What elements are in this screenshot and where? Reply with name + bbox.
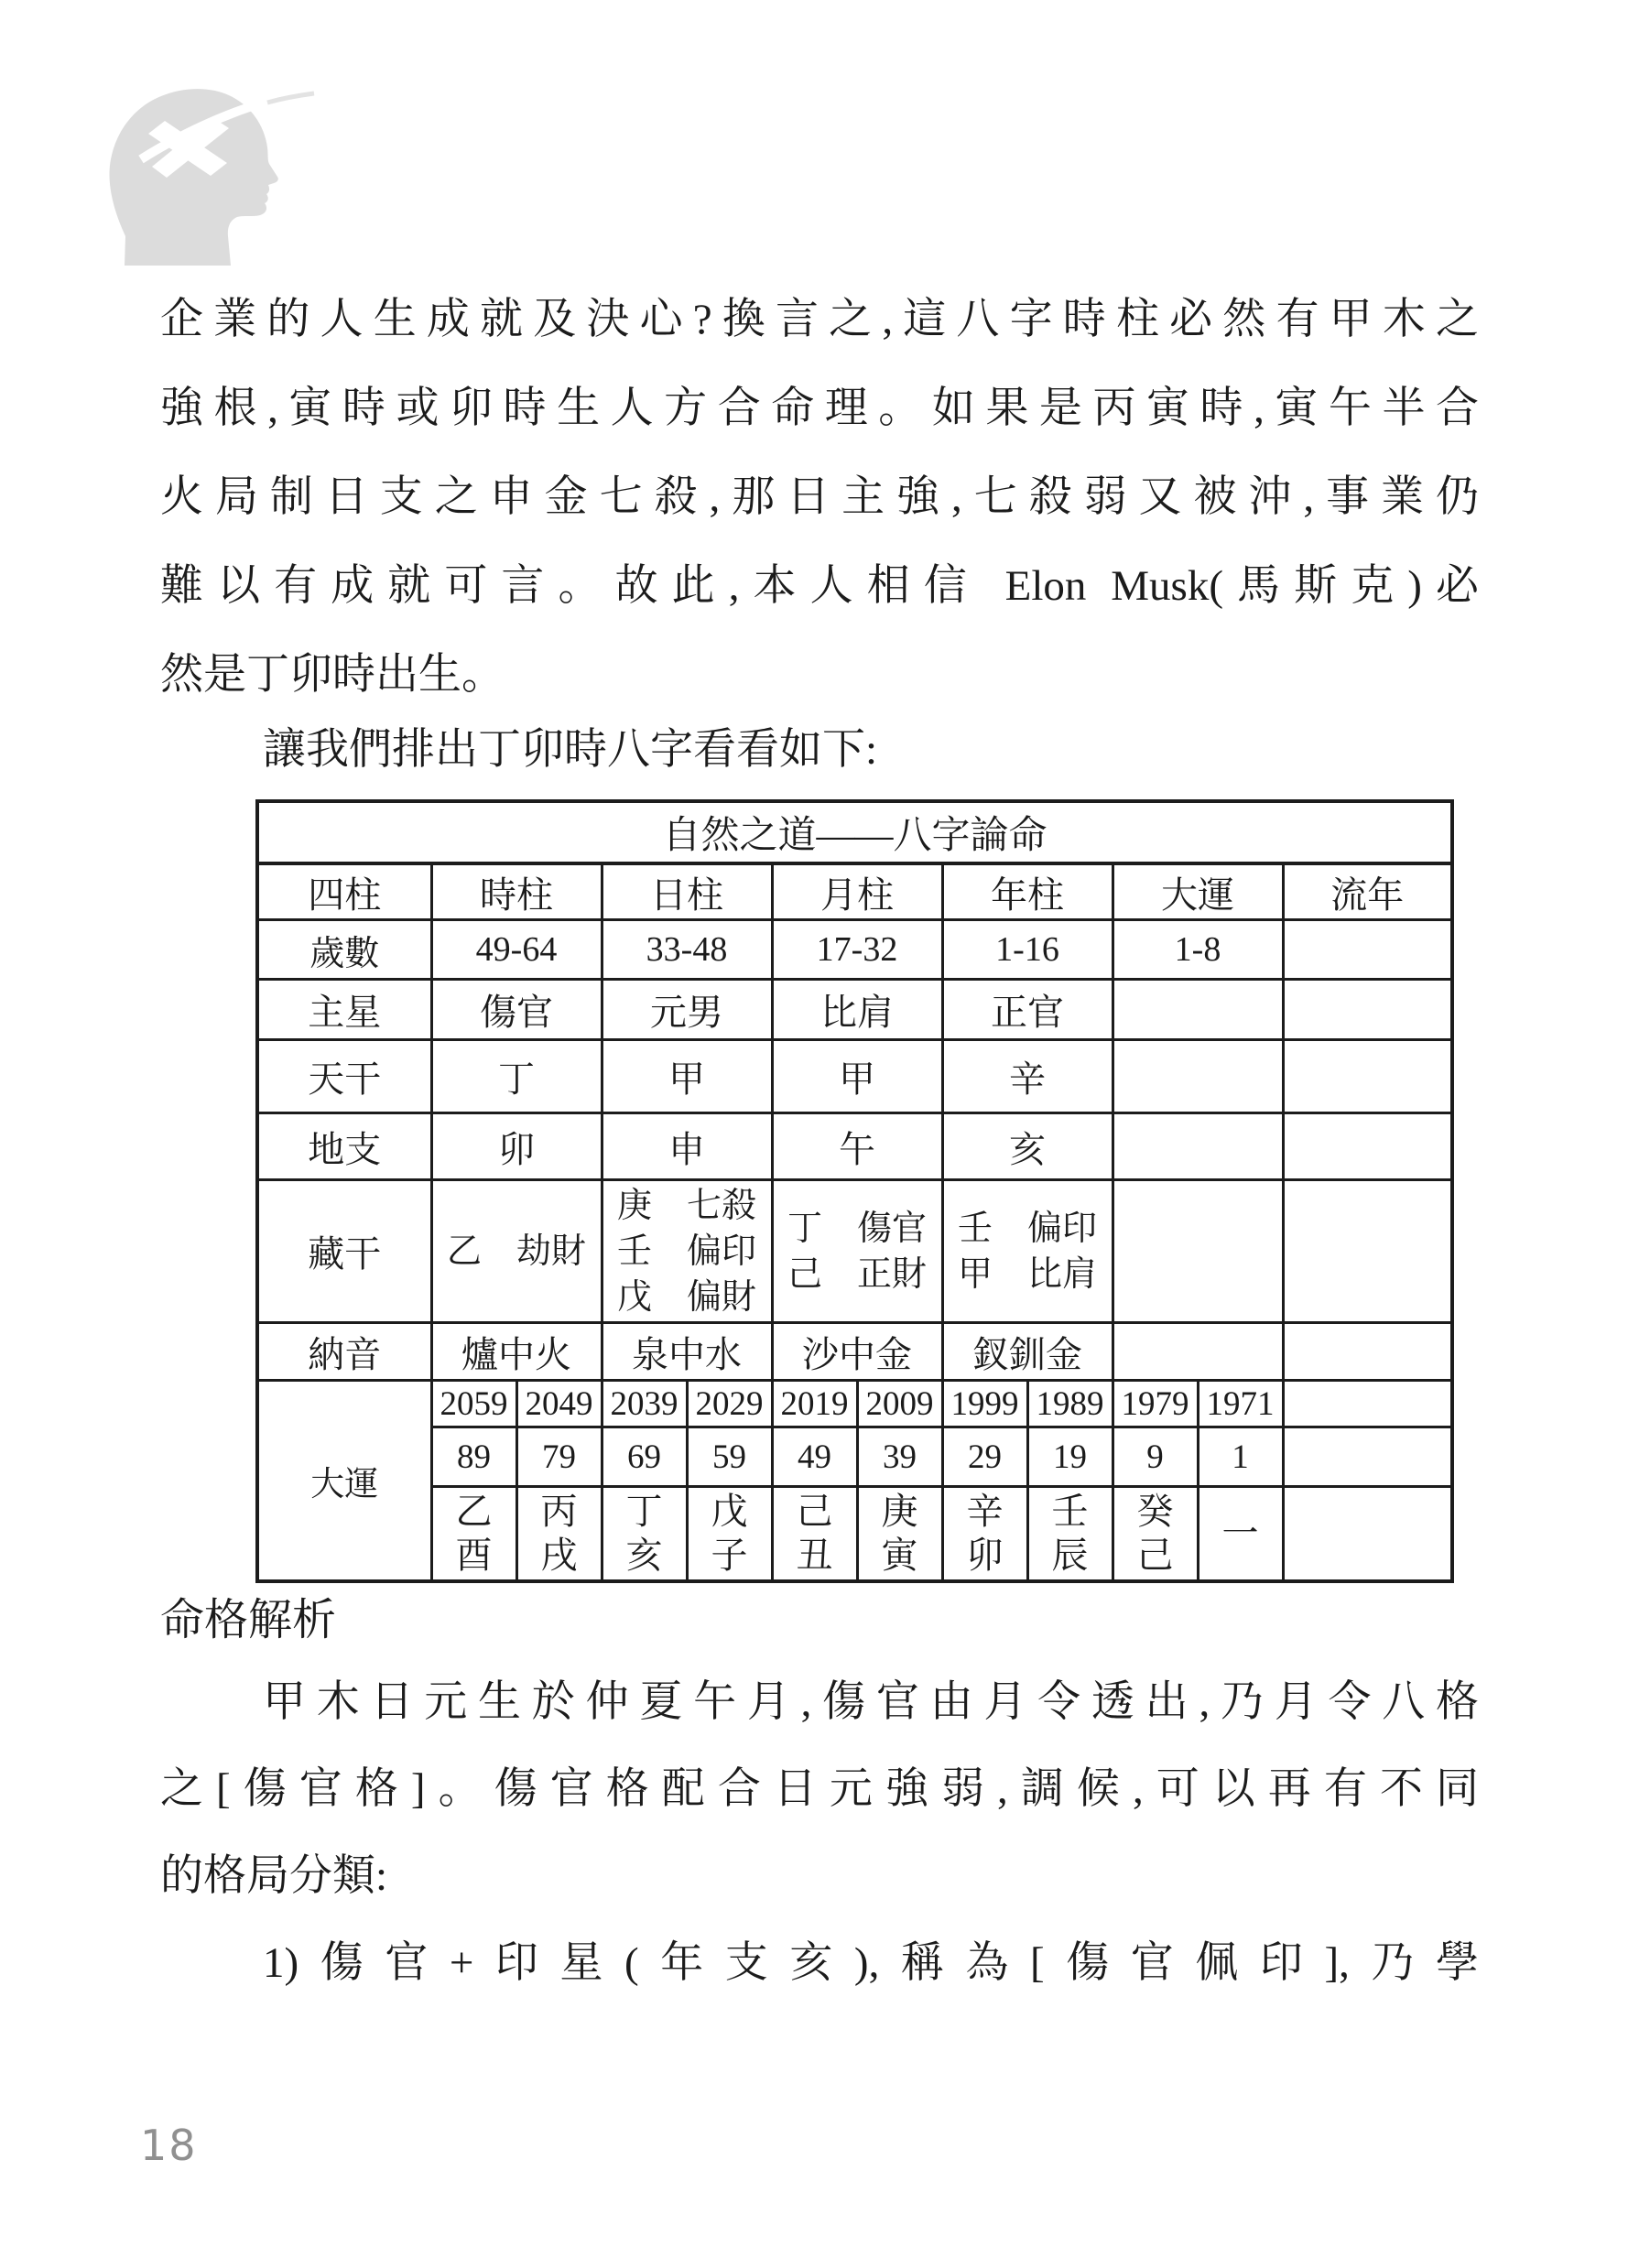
heavenly-stem-cell: 甲 [772,1040,942,1113]
nayin-cell: 釵釧金 [942,1323,1113,1381]
col-header-month-pillar: 月柱 [772,863,942,920]
x-head-profile-watermark [88,57,315,266]
luck-year-cell: 2019 [772,1381,857,1427]
luck-pillar-stem: 壬 [1051,1491,1089,1532]
luck-pillar-stem: 庚 [881,1491,918,1532]
paragraph-4 [160,1920,1479,2007]
paragraph-1 [160,276,1479,720]
hidden-stems-cell [942,1180,1113,1323]
hidden-stems-cell [772,1180,942,1323]
earthly-branch-cell: 亥 [942,1113,1113,1180]
nayin-cell: 爐中火 [431,1323,602,1381]
luck-pillar-cell [431,1487,516,1582]
luck-year-cell: 2059 [431,1381,516,1427]
luck-pillar-cell [602,1487,687,1582]
age-range-cell: 1-8 [1113,920,1283,980]
luck-year-cell: 1999 [942,1381,1027,1427]
luck-pillar-stem: 一 [1221,1513,1259,1554]
row-label-earthly-branch: 地支 [257,1113,431,1180]
body-line: 讓我們排出丁卯時八字看看如下: [263,726,878,774]
hidden-stems-cell [431,1180,602,1323]
luck-pillar-cell-empty [1283,1487,1452,1582]
paragraph-2 [160,706,1479,795]
luck-age-cell: 49 [772,1427,857,1487]
earthly-branch-cell: 午 [772,1113,942,1180]
luck-pillar-stem: 癸 [1136,1491,1174,1532]
luck-pillar-branch: 辰 [1051,1535,1089,1576]
main-star-cell-empty [1283,980,1452,1040]
luck-pillar-stem: 己 [796,1491,833,1532]
body-line: 火局制日支之申金七殺,那日主強,七殺弱又被沖,事業仍 [160,473,1479,521]
row-label-age: 歲數 [257,920,431,980]
row-label-heavenly-stem: 天干 [257,1040,431,1113]
age-range-cell: 17-32 [772,920,942,980]
col-header-day-pillar: 日柱 [602,863,772,920]
luck-year-cell: 2039 [602,1381,687,1427]
hidden-stem-line: 戊 偏財 [616,1277,756,1317]
hidden-stem-line: 己 正財 [787,1254,927,1294]
col-header-four-pillars: 四柱 [257,863,431,920]
heavenly-stem-cell: 辛 [942,1040,1113,1113]
luck-age-cell: 9 [1113,1427,1198,1487]
luck-year-cell: 1979 [1113,1381,1198,1427]
hidden-stem-line: 乙 劫財 [446,1232,586,1271]
luck-year-cell: 2049 [516,1381,602,1427]
body-line: 企業的人生成就及決心?換言之,這八字時柱必然有甲木之 [160,296,1479,343]
hidden-stem-line: 丁 傷官 [787,1209,927,1248]
luck-pillar-stem: 丁 [625,1491,663,1532]
body-line: 1)傷官+印星(年支亥),稱為[傷官佩印],乃學 [263,1939,1479,1987]
luck-pillar-cell [1198,1487,1283,1582]
luck-age-cell: 39 [857,1427,942,1487]
heavenly-stem-cell-empty [1283,1040,1452,1113]
col-header-luck-cycle: 大運 [1113,863,1283,920]
table-title: 自然之道——八字論命 [257,801,1452,863]
luck-year-cell-empty [1283,1381,1452,1427]
main-star-cell: 元男 [602,980,772,1040]
luck-pillar-branch: 酉 [455,1535,493,1576]
earthly-branch-cell-empty [1113,1113,1283,1180]
nayin-cell: 泉中水 [602,1323,772,1381]
luck-pillar-cell [857,1487,942,1582]
luck-year-cell: 1989 [1027,1381,1113,1427]
age-range-cell: 1-16 [942,920,1113,980]
heavenly-stem-cell-empty [1113,1040,1283,1113]
row-label-hidden-stems: 藏干 [257,1180,431,1323]
luck-pillar-branch: 己 [1136,1535,1174,1576]
main-star-cell: 正官 [942,980,1113,1040]
age-range-cell: 49-64 [431,920,602,980]
earthly-branch-cell: 卯 [431,1113,602,1180]
row-label-nayin: 納音 [257,1323,431,1381]
heavenly-stem-cell: 丁 [431,1040,602,1113]
earthly-branch-cell-empty [1283,1113,1452,1180]
luck-pillar-cell [1027,1487,1113,1582]
body-line: 強根,寅時或卯時生人方合命理。如果是丙寅時,寅午半合 [160,385,1479,432]
luck-age-cell-empty [1283,1427,1452,1487]
section-heading: 命格解析 [160,1596,337,1644]
body-line: 之[傷官格]。傷官格配合日元強弱,調候,可以再有不同 [160,1765,1479,1813]
hidden-stems-cell [602,1180,772,1323]
luck-age-cell: 69 [602,1427,687,1487]
luck-year-cell: 2009 [857,1381,942,1427]
heavenly-stem-cell: 甲 [602,1040,772,1113]
luck-pillar-cell [1113,1487,1198,1582]
luck-pillar-cell [942,1487,1027,1582]
nayin-cell-empty [1283,1323,1452,1381]
luck-pillar-cell [772,1487,857,1582]
luck-year-cell: 1971 [1198,1381,1283,1427]
body-line: 甲木日元生於仲夏午月,傷官由月令透出,乃月令八格 [263,1678,1479,1726]
hidden-stem-line: 壬 偏印 [957,1209,1097,1248]
age-range-cell: 33-48 [602,920,772,980]
luck-pillar-cell [516,1487,602,1582]
body-line: 然是丁卯時出生。 [160,651,505,699]
luck-pillar-branch: 亥 [625,1535,663,1576]
bazi-chart-table [255,799,1454,1583]
hidden-stem-line: 壬 偏印 [616,1232,756,1271]
row-label-main-star: 主星 [257,980,431,1040]
luck-age-cell: 29 [942,1427,1027,1487]
hidden-stem-line: 甲 比肩 [957,1254,1097,1294]
paragraph-3 [160,1659,1479,1920]
luck-age-cell: 79 [516,1427,602,1487]
luck-pillar-stem: 辛 [966,1491,1004,1532]
luck-age-cell: 89 [431,1427,516,1487]
luck-pillar-stem: 乙 [455,1491,493,1532]
nayin-cell: 沙中金 [772,1323,942,1381]
age-range-cell-empty [1283,920,1452,980]
luck-pillar-branch: 子 [711,1535,748,1576]
luck-pillar-cell [687,1487,772,1582]
luck-age-cell: 19 [1027,1427,1113,1487]
hidden-stem-line: 庚 七殺 [616,1186,756,1225]
body-line: 的格局分類: [160,1852,388,1900]
luck-age-cell: 1 [1198,1427,1283,1487]
earthly-branch-cell: 申 [602,1113,772,1180]
main-star-cell: 傷官 [431,980,602,1040]
luck-year-cell: 2029 [687,1381,772,1427]
body-line: 難以有成就可言。故此,本人相信 Elon Musk(馬斯克)必 [160,562,1479,610]
hidden-stems-cell-empty [1113,1180,1283,1323]
col-header-year-pillar: 年柱 [942,863,1113,920]
luck-pillar-branch: 丑 [796,1535,833,1576]
main-star-cell: 比肩 [772,980,942,1040]
luck-pillar-stem: 戊 [711,1491,748,1532]
page-number: 18 [140,2121,198,2170]
luck-pillar-branch: 卯 [966,1535,1004,1576]
nayin-cell-empty [1113,1323,1283,1381]
col-header-hour-pillar: 時柱 [431,863,602,920]
luck-age-cell: 59 [687,1427,772,1487]
luck-pillar-stem: 丙 [540,1491,578,1532]
col-header-annual: 流年 [1283,863,1452,920]
bazi-chart [255,799,1454,1583]
row-label-luck-cycle: 大運 [257,1381,431,1582]
luck-pillar-branch: 戌 [540,1535,578,1576]
luck-pillar-branch: 寅 [881,1535,918,1576]
main-star-cell-empty [1113,980,1283,1040]
hidden-stems-cell-empty [1283,1180,1452,1323]
